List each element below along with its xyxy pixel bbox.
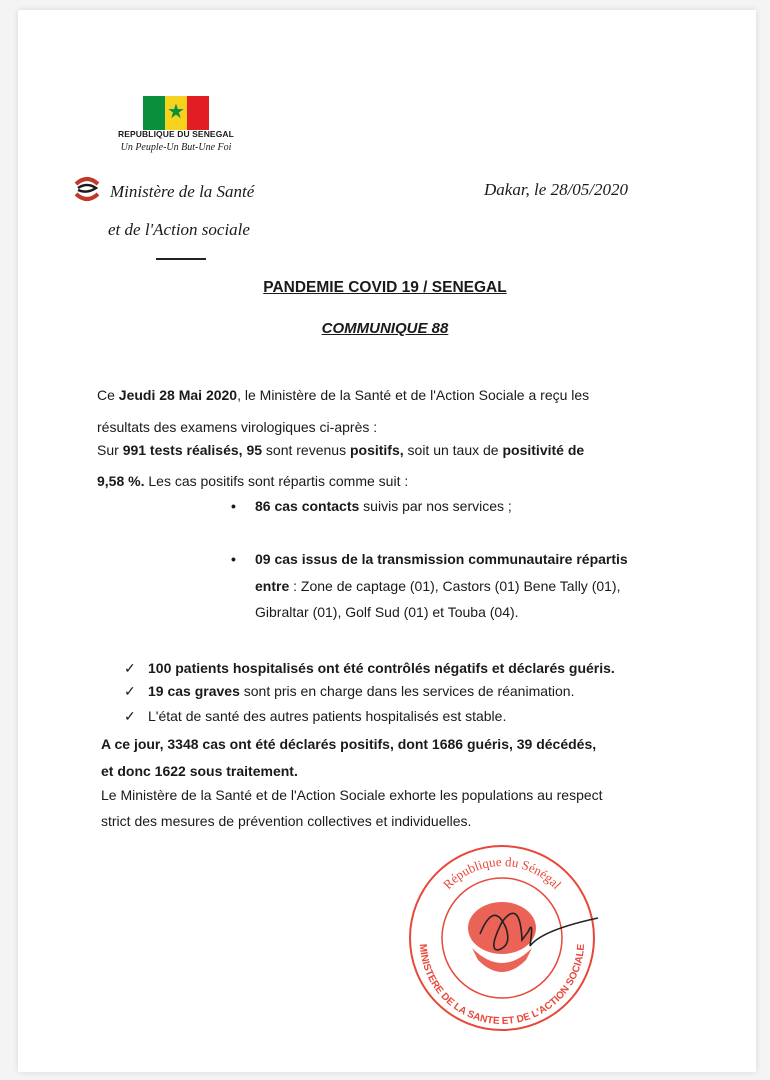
- intro-line-1: [97, 386, 589, 404]
- intro-line-2: résultats des examens virologiques ci-après :: [97, 419, 378, 435]
- text-fragment: Ce: [97, 387, 119, 403]
- document-title: PANDEMIE COVID 19 / SENEGAL: [263, 279, 507, 296]
- check-item-text: [148, 707, 506, 725]
- check-icon: ✓: [124, 683, 136, 699]
- seal-emblem-icon: [468, 902, 536, 972]
- severe-highlight: 19 cas graves: [148, 683, 240, 699]
- date-highlight: Jeudi 28 Mai 2020: [118, 387, 238, 403]
- flag-red-band: [187, 96, 209, 130]
- text-fragment: suivis par nos services ;: [359, 498, 512, 514]
- list-item: [231, 550, 236, 568]
- ministry-name-line2: et de l'Action sociale: [108, 220, 250, 239]
- document-page: [18, 10, 756, 1072]
- bullet-icon: •: [231, 498, 236, 514]
- seal-top-text: République du Sénégal: [439, 853, 565, 892]
- text-fragment: entre: [255, 578, 290, 594]
- document-subtitle: COMMUNIQUE 88: [321, 320, 449, 337]
- ministry-name-line1: Ministère de la Santé: [110, 182, 255, 201]
- rate-highlight: 9,58 %.: [97, 473, 145, 489]
- text-fragment: sont revenus: [262, 442, 350, 458]
- text-fragment: L'état de santé des autres patients hospitalisés est stable.: [148, 708, 507, 724]
- text-fragment: , le Ministère de la Santé et de l'Action Sociale a reçu les: [237, 387, 590, 403]
- summary-line-1: A ce jour, 3348 cas ont été déclarés positifs, dont 1686 guéris, 39 décédés,: [101, 736, 597, 752]
- summary-line-2: et donc 1622 sous traitement.: [101, 763, 298, 779]
- text-fragment: Les cas positifs sont répartis comme suit :: [144, 473, 409, 489]
- national-motto: Un Peuple-Un But-Une Foi: [120, 142, 232, 153]
- list-item-text: [255, 550, 628, 568]
- bullet-icon: •: [231, 551, 236, 567]
- official-seal-stamp: [402, 838, 602, 1038]
- positivity-highlight: positivité de: [502, 442, 585, 458]
- intro-line-3: [97, 441, 584, 459]
- flag-star-icon: ★: [167, 101, 185, 123]
- header-divider: [156, 258, 206, 260]
- document-date: Dakar, le 28/05/2020: [484, 180, 629, 199]
- seal-bottom-text: MINISTERE DE LA SANTE ET DE L'ACTION SOCIALE: [416, 943, 588, 1028]
- closing-line-1: Le Ministère de la Santé et de l'Action Sociale exhorte les populations au respect: [101, 787, 603, 803]
- senegal-flag-icon: [143, 96, 209, 130]
- list-item-text: [255, 577, 620, 595]
- text-fragment: sont pris en charge dans les services de réanimation.: [239, 683, 575, 699]
- community-highlight: 09 cas issus de la transmission communautaire répartis: [255, 551, 628, 567]
- list-item-text: [255, 497, 512, 515]
- tests-highlight: 991 tests réalisés, 95: [122, 442, 263, 458]
- republic-label: REPUBLIQUE DU SENEGAL: [118, 129, 234, 139]
- check-icon: ✓: [124, 708, 136, 724]
- recovered-highlight: 100 patients hospitalisés ont été contrôlés négatifs et déclarés guéris.: [148, 660, 615, 676]
- intro-line-4: [97, 472, 408, 490]
- flag-yellow-band: [165, 96, 187, 130]
- text-fragment: : Zone de captage (01), Castors (01) Bene Tally (01),: [289, 578, 621, 594]
- positive-highlight: positifs,: [349, 442, 404, 458]
- check-item-text: [148, 659, 615, 677]
- contacts-highlight: 86 cas contacts: [255, 498, 360, 514]
- ministry-logo-icon: [72, 176, 102, 202]
- closing-line-2: strict des mesures de prévention collectives et individuelles.: [101, 813, 472, 829]
- text-fragment: Sur: [97, 442, 123, 458]
- check-icon: ✓: [124, 660, 136, 676]
- list-item: [231, 497, 236, 515]
- flag-green-band: [143, 96, 165, 130]
- text-fragment: soit un taux de: [403, 442, 503, 458]
- check-item-text: [148, 682, 574, 700]
- list-item-text: Gibraltar (01), Golf Sud (01) et Touba (04).: [255, 604, 519, 620]
